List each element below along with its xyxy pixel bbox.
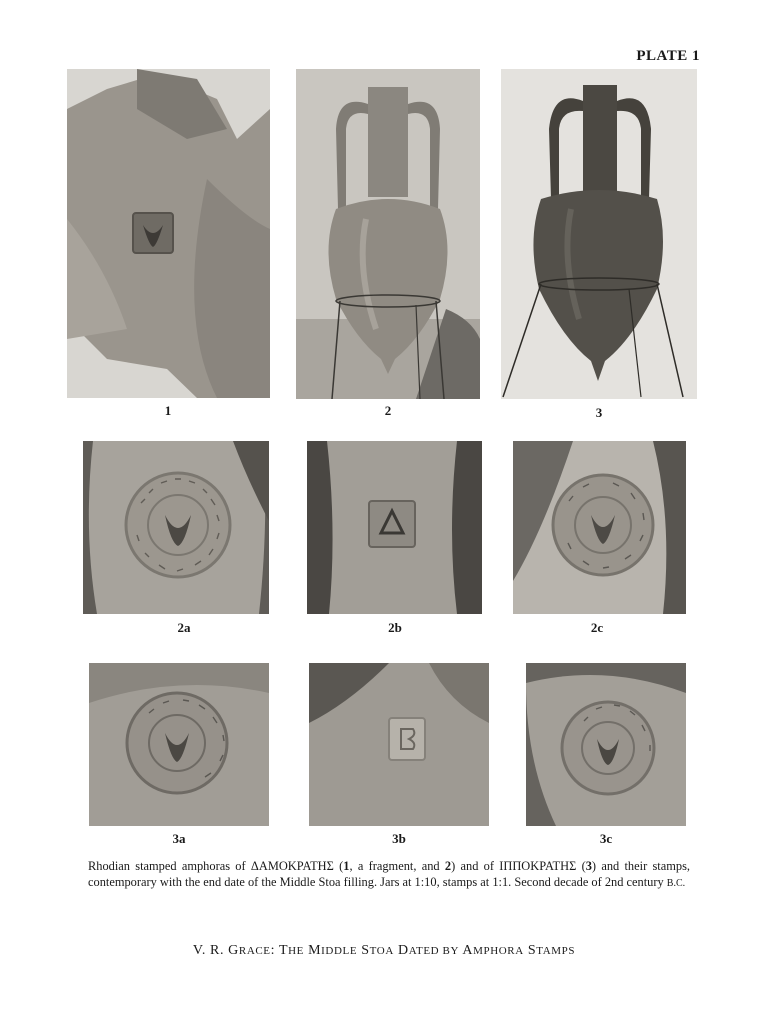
figure-3b-photo	[309, 663, 489, 826]
caption-ref-2: 2	[444, 859, 452, 873]
footer-word-initial: D	[393, 943, 409, 958]
figure-1-label: 1	[164, 403, 172, 418]
footer-word-initial: A	[459, 943, 474, 958]
footer-word: MPHORA	[473, 945, 524, 957]
figure-3a-photo	[89, 663, 269, 826]
figure-2a-photo	[83, 441, 269, 614]
caption-name-hippokrates: ΙΠΠΟΚΡΑΤΗΣ	[499, 859, 577, 873]
footer-word-initial: M	[304, 943, 322, 958]
footer-author-rest: RACE	[238, 945, 271, 957]
footer-title-start: : T	[270, 943, 289, 958]
figure-3c-label: 3c	[599, 831, 613, 846]
caption-ref-1: 1	[343, 859, 350, 873]
caption-text: ) and their stamps, contemporary with the end date of the Middle Stoa filling. Jars at 1:10, stamps at 1:1. Second decade of 2nd century	[88, 859, 690, 889]
figure-1-photo	[67, 69, 270, 398]
figure-2c-label: 2c	[590, 620, 604, 635]
figure-3a-label: 3a	[172, 831, 186, 846]
footer-word: IDDLE	[321, 945, 358, 957]
caption-text: ) and of	[451, 859, 500, 873]
figure-caption	[88, 858, 690, 892]
footer-word-initial: S	[357, 943, 370, 958]
caption-ref-3: 3	[585, 859, 592, 873]
figure-2c-photo	[513, 441, 686, 614]
caption-text: Rhodian stamped amphoras of	[88, 859, 251, 873]
footer-author: V. R. G	[192, 943, 239, 958]
figure-2-label: 2	[384, 403, 392, 418]
caption-text: (	[576, 859, 586, 873]
figure-2a-label: 2a	[177, 620, 191, 635]
figure-3-label: 3	[595, 405, 603, 420]
caption-name-damokrates: ΔΑΜΟΚΡΑΤΗΣ	[250, 859, 334, 873]
footer-word: HE	[288, 945, 305, 957]
figure-3b-label: 3b	[392, 831, 406, 846]
figure-3-photo	[501, 69, 697, 399]
footer-word: TOA	[369, 945, 394, 957]
footer-word: TAMPS	[536, 945, 576, 957]
figure-2b-photo	[307, 441, 482, 614]
caption-text: (	[333, 859, 344, 873]
figure-2-photo	[296, 69, 480, 399]
caption-era: B.C.	[666, 878, 686, 889]
footer-word-initial: S	[523, 943, 537, 958]
caption-text: , a fragment, and	[349, 859, 445, 873]
plate-label: PLATE 1	[636, 48, 700, 64]
figure-3c-photo	[526, 663, 686, 826]
footer-word: ATED BY	[408, 945, 460, 957]
figure-2b-label: 2b	[388, 620, 402, 635]
running-footer	[0, 943, 768, 959]
